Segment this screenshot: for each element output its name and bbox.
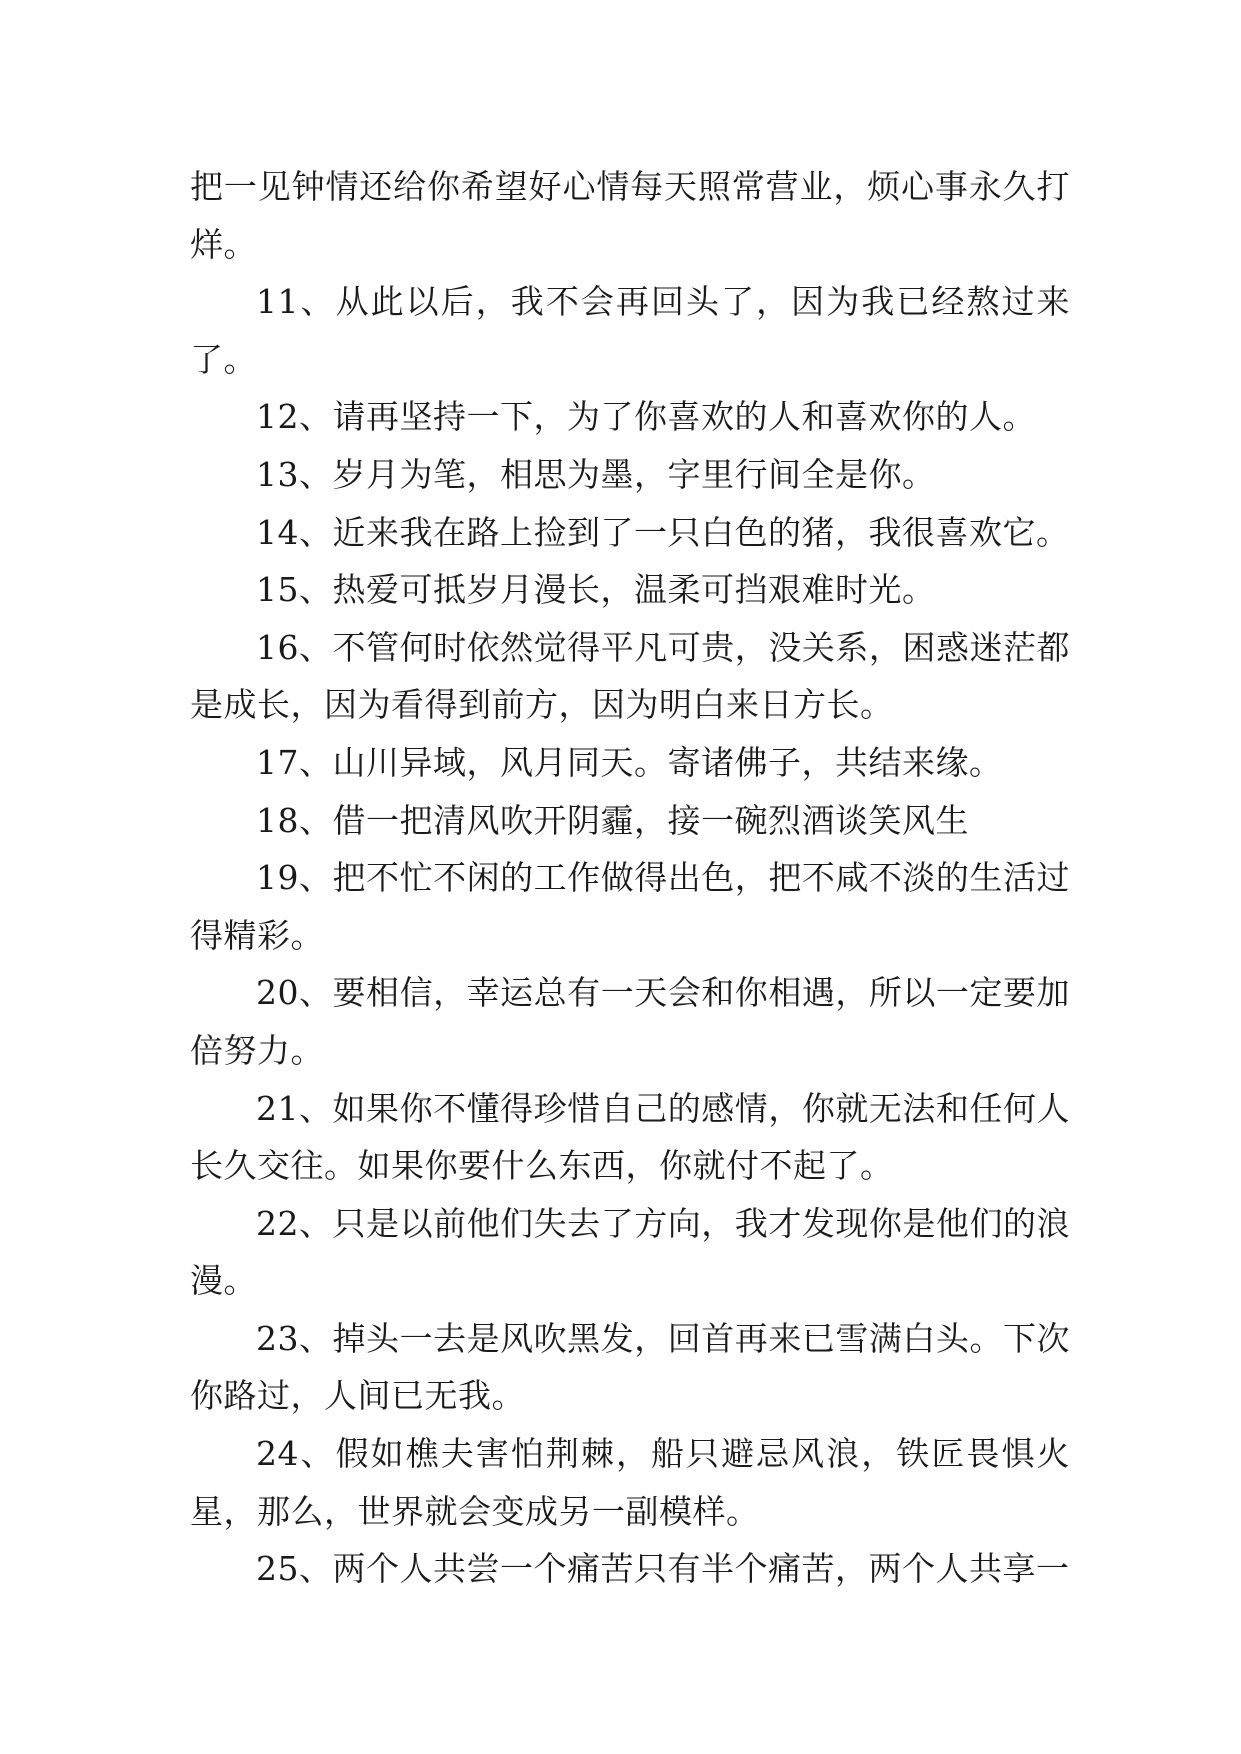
paragraph-17: 17、山川异域，风月同天。寄诸佛子，共结来缘。 [256,742,1003,782]
document-body [190,158,1070,1598]
paragraph-12: 12、请再坚持一下，为了你喜欢的人和喜欢你的人。 [256,397,1036,437]
paragraph-20: 20、要相信，幸运总有一天会和你相遇，所以一定要加倍努力。 [190,973,1070,1070]
paragraph-continuation: 把一见钟情还给你希望好心情每天照常营业，烦心事永久打烊。 [190,167,1070,264]
paragraph-18: 18、借一把清风吹开阴霾，接一碗烈酒谈笑风生 [256,800,969,840]
paragraph-25: 25、两个人共尝一个痛苦只有半个痛苦，两个人共享一 [256,1549,1070,1589]
paragraph-23: 23、掉头一去是风吹黑发，回首再来已雪满白头。下次你路过，人间已无我。 [190,1318,1070,1416]
paragraph-16: 16、不管何时依然觉得平凡可贵，没关系，困惑迷茫都是成长，因为看得到前方，因为明白来日方长。 [190,627,1070,725]
paragraph-22: 22、只是以前他们失去了方向，我才发现你是他们的浪漫。 [190,1203,1070,1301]
paragraph-11: 11、从此以后，我不会再回头了，因为我已经熬过来了。 [190,282,1070,379]
paragraph-19: 19、把不忙不闲的工作做得出色，把不咸不淡的生活过得精彩。 [190,858,1070,955]
paragraph-21: 21、如果你不懂得珍惜自己的感情，你就无法和任何人长久交往。如果你要什么东西，你就付不起了。 [190,1088,1070,1186]
paragraph-14: 14、近来我在路上捡到了一只白色的猪，我很喜欢它。 [256,512,1070,552]
paragraph-13: 13、岁月为笔，相思为墨，字里行间全是你。 [256,454,936,494]
paragraph-15: 15、热爱可抵岁月漫长，温柔可挡艰难时光。 [256,570,936,610]
paragraph-24: 24、假如樵夫害怕荆棘，船只避忌风浪，铁匠畏惧火星，那么，世界就会变成另一副模样。 [190,1434,1070,1531]
